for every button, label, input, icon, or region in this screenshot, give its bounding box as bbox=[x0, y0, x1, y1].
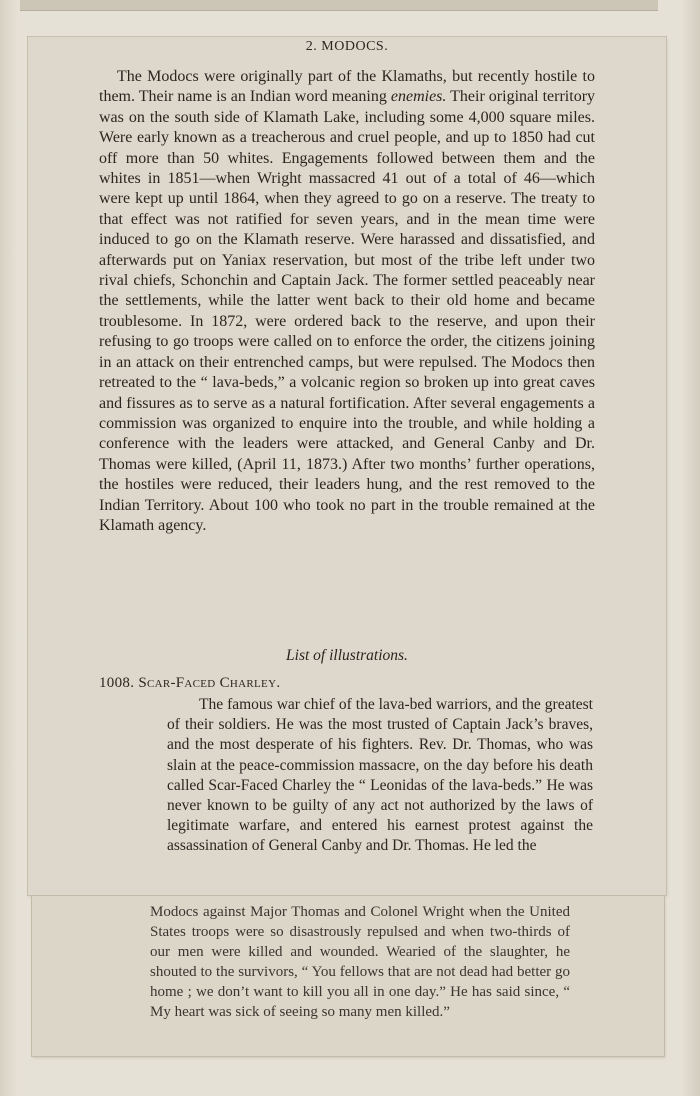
body-paragraph-rest: Their original territory was on the south side of Klamath Lake, including some 4,000 square miles. Were early known as a treacherous and cruel people, and up to 1850 had cut off more than 50 whites. Engagements followed between them and the whites in 1851—when Wright massacred 41 out of a total of 46—which were kept up until 1864, when they agreed to go on a reserve. The treaty to that effect was not ratified for seven years, and in the mean time were induced to go on the Klamath reserve. Were harassed and dissatisfied, and afterwards put on Yaniax reservation, but most of the tribe left under two rival chiefs, Schonchin and Captain Jack. The former settled peaceably near the settlements, while the latter went back to their old home and became troublesome. In 1872, were ordered back to the reserve, and upon their refusing to go troops were called on to enforce the order, the citizens joining in an attack on their entrenched camps, but were repulsed. The Modocs then retreated to the “ lava-beds,” a volcanic region so broken up into great caves and fissures as to serve as a natural fortification. After several engagements a commission was organized to enquire into the trouble, and while holding a conference with the leaders were attacked, and General Canby and Dr. Thomas were killed, (April 11, 1873.) After two months’ further operations, the hostiles were reduced, their leaders hung, and the rest removed to the Indian Territory. About 100 who took no part in the trouble remained at the Klamath agency. bbox=[99, 88, 596, 534]
list-title: List of illustrations. bbox=[286, 647, 408, 664]
entry-text bbox=[167, 695, 593, 857]
previous-clipping-edge bbox=[20, 0, 658, 11]
entry-continuation-text: Modocs against Major Thomas and Colonel Wright when the United States troops were so disastrously repulsed and when two-thirds of our men were killed and wounded. Wearied of the slaughter, he shouted to the survivors, “ You fellows that are not dead had better go home ; we don’t want to kill you all in one day.” He has said since, “ My heart was sick of seeing so many men killed.” bbox=[150, 904, 570, 1020]
entry-paragraph: The famous war chief of the lava-bed warriors, and the greatest of their soldiers. He was the most trusted of Captain Jack’s braves, and the most desperate of his fighters. Rev. Dr. Thomas, who was slain at the peace-commission massacre, on the day before his death called Scar-Faced Charley the “ Leonidas of the lava-beds.” He was never known to be guilty of any act not authorized by the laws of legitimate warfare, and entered his earnest protest against the assassination of General Canby and Dr. Thomas. He led the bbox=[167, 696, 593, 855]
body-text bbox=[99, 67, 595, 536]
entry-name: Scar-Faced Charley. bbox=[138, 675, 281, 691]
entry-continuation bbox=[150, 902, 570, 1022]
body-emphasis: enemies. bbox=[390, 88, 447, 106]
continuation-clipping bbox=[32, 896, 664, 1056]
body-paragraph-start: The Modocs were originally part of the Klamaths, but recently hostile to them. Their name is an Indian word meaning bbox=[99, 68, 595, 106]
section-heading: 2. MODOCS. bbox=[305, 39, 389, 54]
body-paragraph bbox=[99, 67, 595, 536]
main-clipping bbox=[28, 37, 666, 895]
entry-number: 1008. bbox=[99, 675, 135, 691]
entry-title bbox=[99, 675, 280, 692]
